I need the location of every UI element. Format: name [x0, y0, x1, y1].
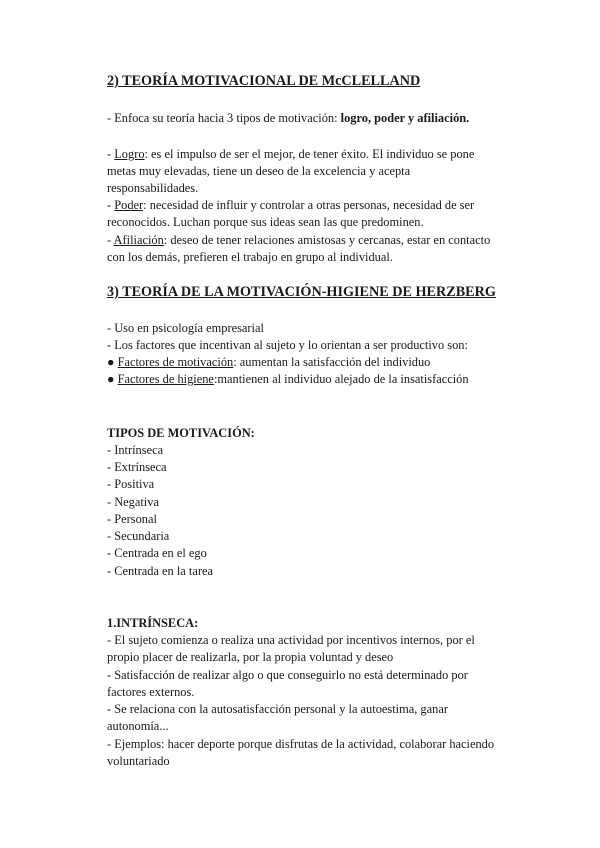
intrinseca-line: - Satisfacción de realizar algo o que conseguirlo no está determinado por	[107, 668, 468, 682]
intrinseca-heading: 1.INTRÍNSECA:	[107, 616, 199, 630]
bullet-factores-higiene	[107, 371, 469, 388]
poder-line-1	[107, 197, 474, 214]
intrinseca-line: - Ejemplos: hacer deporte porque disfrutas de la actividad, colaborar haciendo	[107, 737, 495, 751]
dash: -	[107, 198, 115, 212]
logro-line-1	[107, 146, 474, 163]
section-heading-mcclelland: 2) TEORÍA MOTIVACIONAL DE McCLELLAND	[107, 73, 421, 89]
tipos-heading: TIPOS DE MOTIVACIÓN:	[107, 426, 255, 440]
poder-term: Poder	[114, 198, 144, 212]
dash: -	[107, 233, 114, 247]
tipo-item: - Personal	[107, 512, 157, 526]
factores-motivacion-term: Factores de motivación	[117, 355, 234, 369]
intro-line	[107, 110, 469, 127]
intrinseca-line: factores externos.	[107, 685, 195, 699]
logro-line-3: responsabilidades.	[107, 181, 199, 195]
intrinseca-line: propio placer de realizarla, por la propia voluntad y deseo	[107, 650, 394, 664]
intro-bold-text: logro, poder y afiliación.	[340, 111, 470, 125]
tipo-item: - Extrínseca	[107, 460, 167, 474]
tipo-item: - Intrínseca	[107, 443, 164, 457]
herzberg-line-1: - Uso en psicología empresarial	[107, 321, 264, 335]
afiliacion-line-1	[107, 232, 490, 249]
logro-term: Logro	[114, 147, 145, 161]
afiliacion-line-2: con los demás, prefieren el trabajo en grupo al individual.	[107, 250, 393, 264]
afiliacion-term: Afiliación	[113, 233, 164, 247]
tipo-item: - Centrada en la tarea	[107, 564, 213, 578]
tipo-item: - Negativa	[107, 495, 159, 509]
afiliacion-text: : deseo de tener relaciones amistosas y cercanas, estar en contacto	[163, 233, 491, 247]
tipo-item: - Centrada en el ego	[107, 546, 207, 560]
tipo-item: - Secundaria	[107, 529, 170, 543]
herzberg-line-2: - Los factores que incentivan al sujeto y lo orientan a ser productivo son:	[107, 338, 468, 352]
dash: -	[107, 147, 115, 161]
intrinseca-line: autonomía...	[107, 719, 169, 733]
logro-line-2: metas muy elevadas, tiene un deseo de la excelencia y acepta	[107, 164, 411, 178]
intrinseca-line: voluntariado	[107, 754, 170, 768]
intrinseca-line: - El sujeto comienza o realiza una actividad por incentivos internos, por el	[107, 633, 475, 647]
factores-motivacion-text: : aumentan la satisfacción del individuo	[233, 355, 431, 369]
tipo-item: - Positiva	[107, 477, 155, 491]
factores-higiene-text: :mantienen al individuo alejado de la insatisfacción	[213, 372, 469, 386]
factores-higiene-term: Factores de higiene	[117, 372, 214, 386]
section-heading-herzberg: 3) TEORÍA DE LA MOTIVACIÓN-HIGIENE DE HERZBERG	[107, 284, 496, 300]
intrinseca-line: - Se relaciona con la autosatisfacción personal y la autoestima, ganar	[107, 702, 448, 716]
bullet-icon: ●	[107, 355, 118, 369]
poder-text: : necesidad de influir y controlar a otras personas, necesidad de ser	[143, 198, 475, 212]
intro-text: - Enfoca su teoría hacia 3 tipos de motivación:	[107, 111, 341, 125]
poder-line-2: reconocidos. Luchan porque sus ideas sean las que predominen.	[107, 215, 424, 229]
bullet-factores-motivacion	[107, 354, 430, 371]
bullet-icon: ●	[107, 372, 118, 386]
logro-text: : es el impulso de ser el mejor, de tener éxito. El individuo se pone	[144, 147, 475, 161]
